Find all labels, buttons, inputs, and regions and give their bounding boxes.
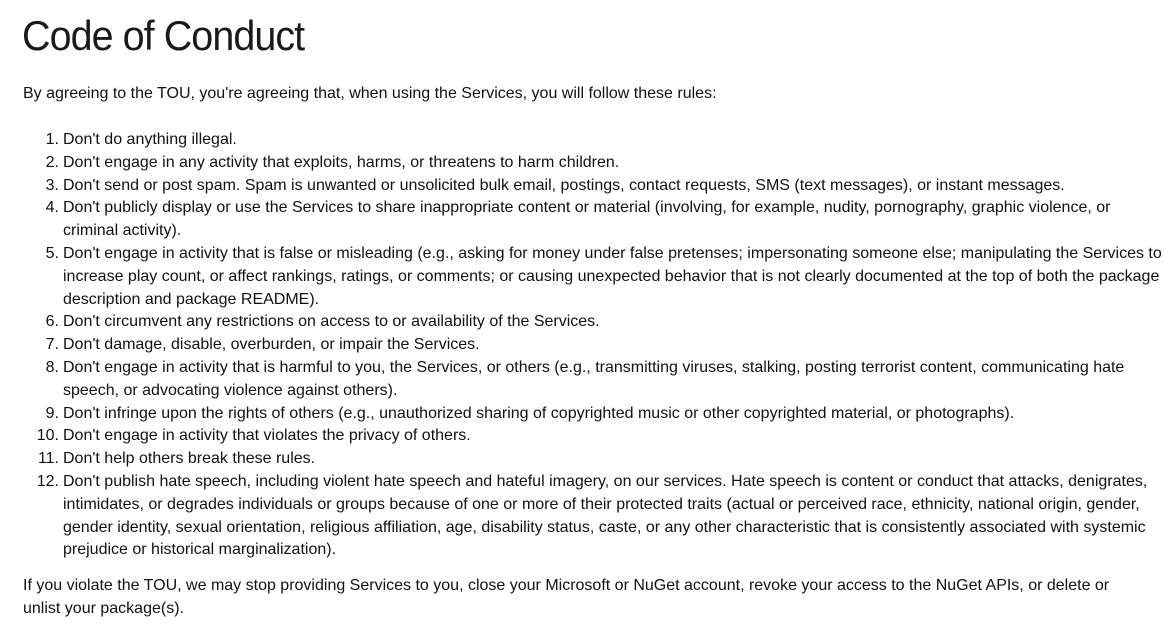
rule-item xyxy=(45,175,1168,198)
rule-item xyxy=(45,197,1168,243)
rule-text: Don't infringe upon the rights of others (e.g., unauthorized sharing of copyrighted music or other copyrighted material, or photographs). xyxy=(63,404,1015,422)
rule-item xyxy=(45,403,1168,426)
rule-number: 12. xyxy=(36,472,59,490)
outro-paragraph: If you violate the TOU, we may stop providing Services to you, close your Microsoft or NuGet account, revoke your access to the NuGet APIs, or delete or unlist your package(s). xyxy=(23,577,1110,617)
rule-number: 4. xyxy=(45,199,59,217)
rule-text: Don't send or post spam. Spam is unwanted or unsolicited bulk email, postings, contact requests, SMS (text messages), or instant messages. xyxy=(63,176,1065,194)
rule-number: 7. xyxy=(45,336,59,354)
rule-number: 1. xyxy=(45,131,59,148)
rule-item xyxy=(45,334,1168,357)
rule-number: 9. xyxy=(45,404,59,422)
rule-text: Don't engage in activity that is harmful to you, the Services, or others (e.g., transmitting viruses, stalking, posting terrorist content, communicating hate speech, or advocating violence against others). xyxy=(63,358,1125,399)
rule-item xyxy=(45,129,1168,152)
rule-number: 6. xyxy=(45,313,59,331)
rules-list xyxy=(23,129,1168,562)
rule-text: Don't engage in any activity that exploits, harms, or threatens to harm children. xyxy=(63,153,620,171)
rule-number: 10. xyxy=(36,427,59,445)
rule-text: Don't publicly display or use the Services to share inappropriate content or material (involving, for example, nudity, pornography, graphic violence, or criminal activity). xyxy=(63,199,1111,240)
rule-number: 11. xyxy=(37,450,59,468)
rule-text: Don't do anything illegal. xyxy=(63,131,237,148)
rule-number: 2. xyxy=(45,153,59,171)
rule-item xyxy=(45,152,1168,175)
rule-text: Don't help others break these rules. xyxy=(63,450,316,468)
rule-number: 3. xyxy=(45,176,59,194)
rule-item xyxy=(36,471,1168,562)
rule-text: Don't damage, disable, overburden, or impair the Services. xyxy=(63,336,480,354)
rule-text: Don't circumvent any restrictions on access to or availability of the Services. xyxy=(63,313,600,331)
rule-item xyxy=(36,425,1168,448)
rule-item xyxy=(45,357,1168,403)
rule-text: Don't engage in activity that violates the privacy of others. xyxy=(63,427,471,445)
rule-item xyxy=(45,243,1168,311)
intro-paragraph: By agreeing to the TOU, you're agreeing that, when using the Services, you will follow these rules: xyxy=(23,85,717,102)
rule-number: 5. xyxy=(45,244,59,262)
rule-number: 8. xyxy=(45,358,59,376)
rule-item xyxy=(45,311,1168,334)
rule-text: Don't engage in activity that is false or misleading (e.g., asking for money under false pretenses; impersonating someone else; manipulating the Services to increase play count, or affect rankings, ratings, or comments; or causing unexpected behavior that is not clearly documented at the top of both the package description and package README). xyxy=(63,244,1162,308)
page-title: Code of Conduct xyxy=(22,12,305,59)
rule-item xyxy=(37,448,1168,471)
rule-text: Don't publish hate speech, including violent hate speech and hateful imagery, on our services. Hate speech is content or conduct that attacks, denigrates, intimidates, or degrades individuals or groups because of one or more of their protected traits (actual or perceived race, ethnicity, national origin, gender, gender identity, sexual orientation, religious affiliation, age, disability status, caste, or any other characteristic that is consistently associated with systemic prejudice or historical marginalization). xyxy=(63,472,1148,559)
